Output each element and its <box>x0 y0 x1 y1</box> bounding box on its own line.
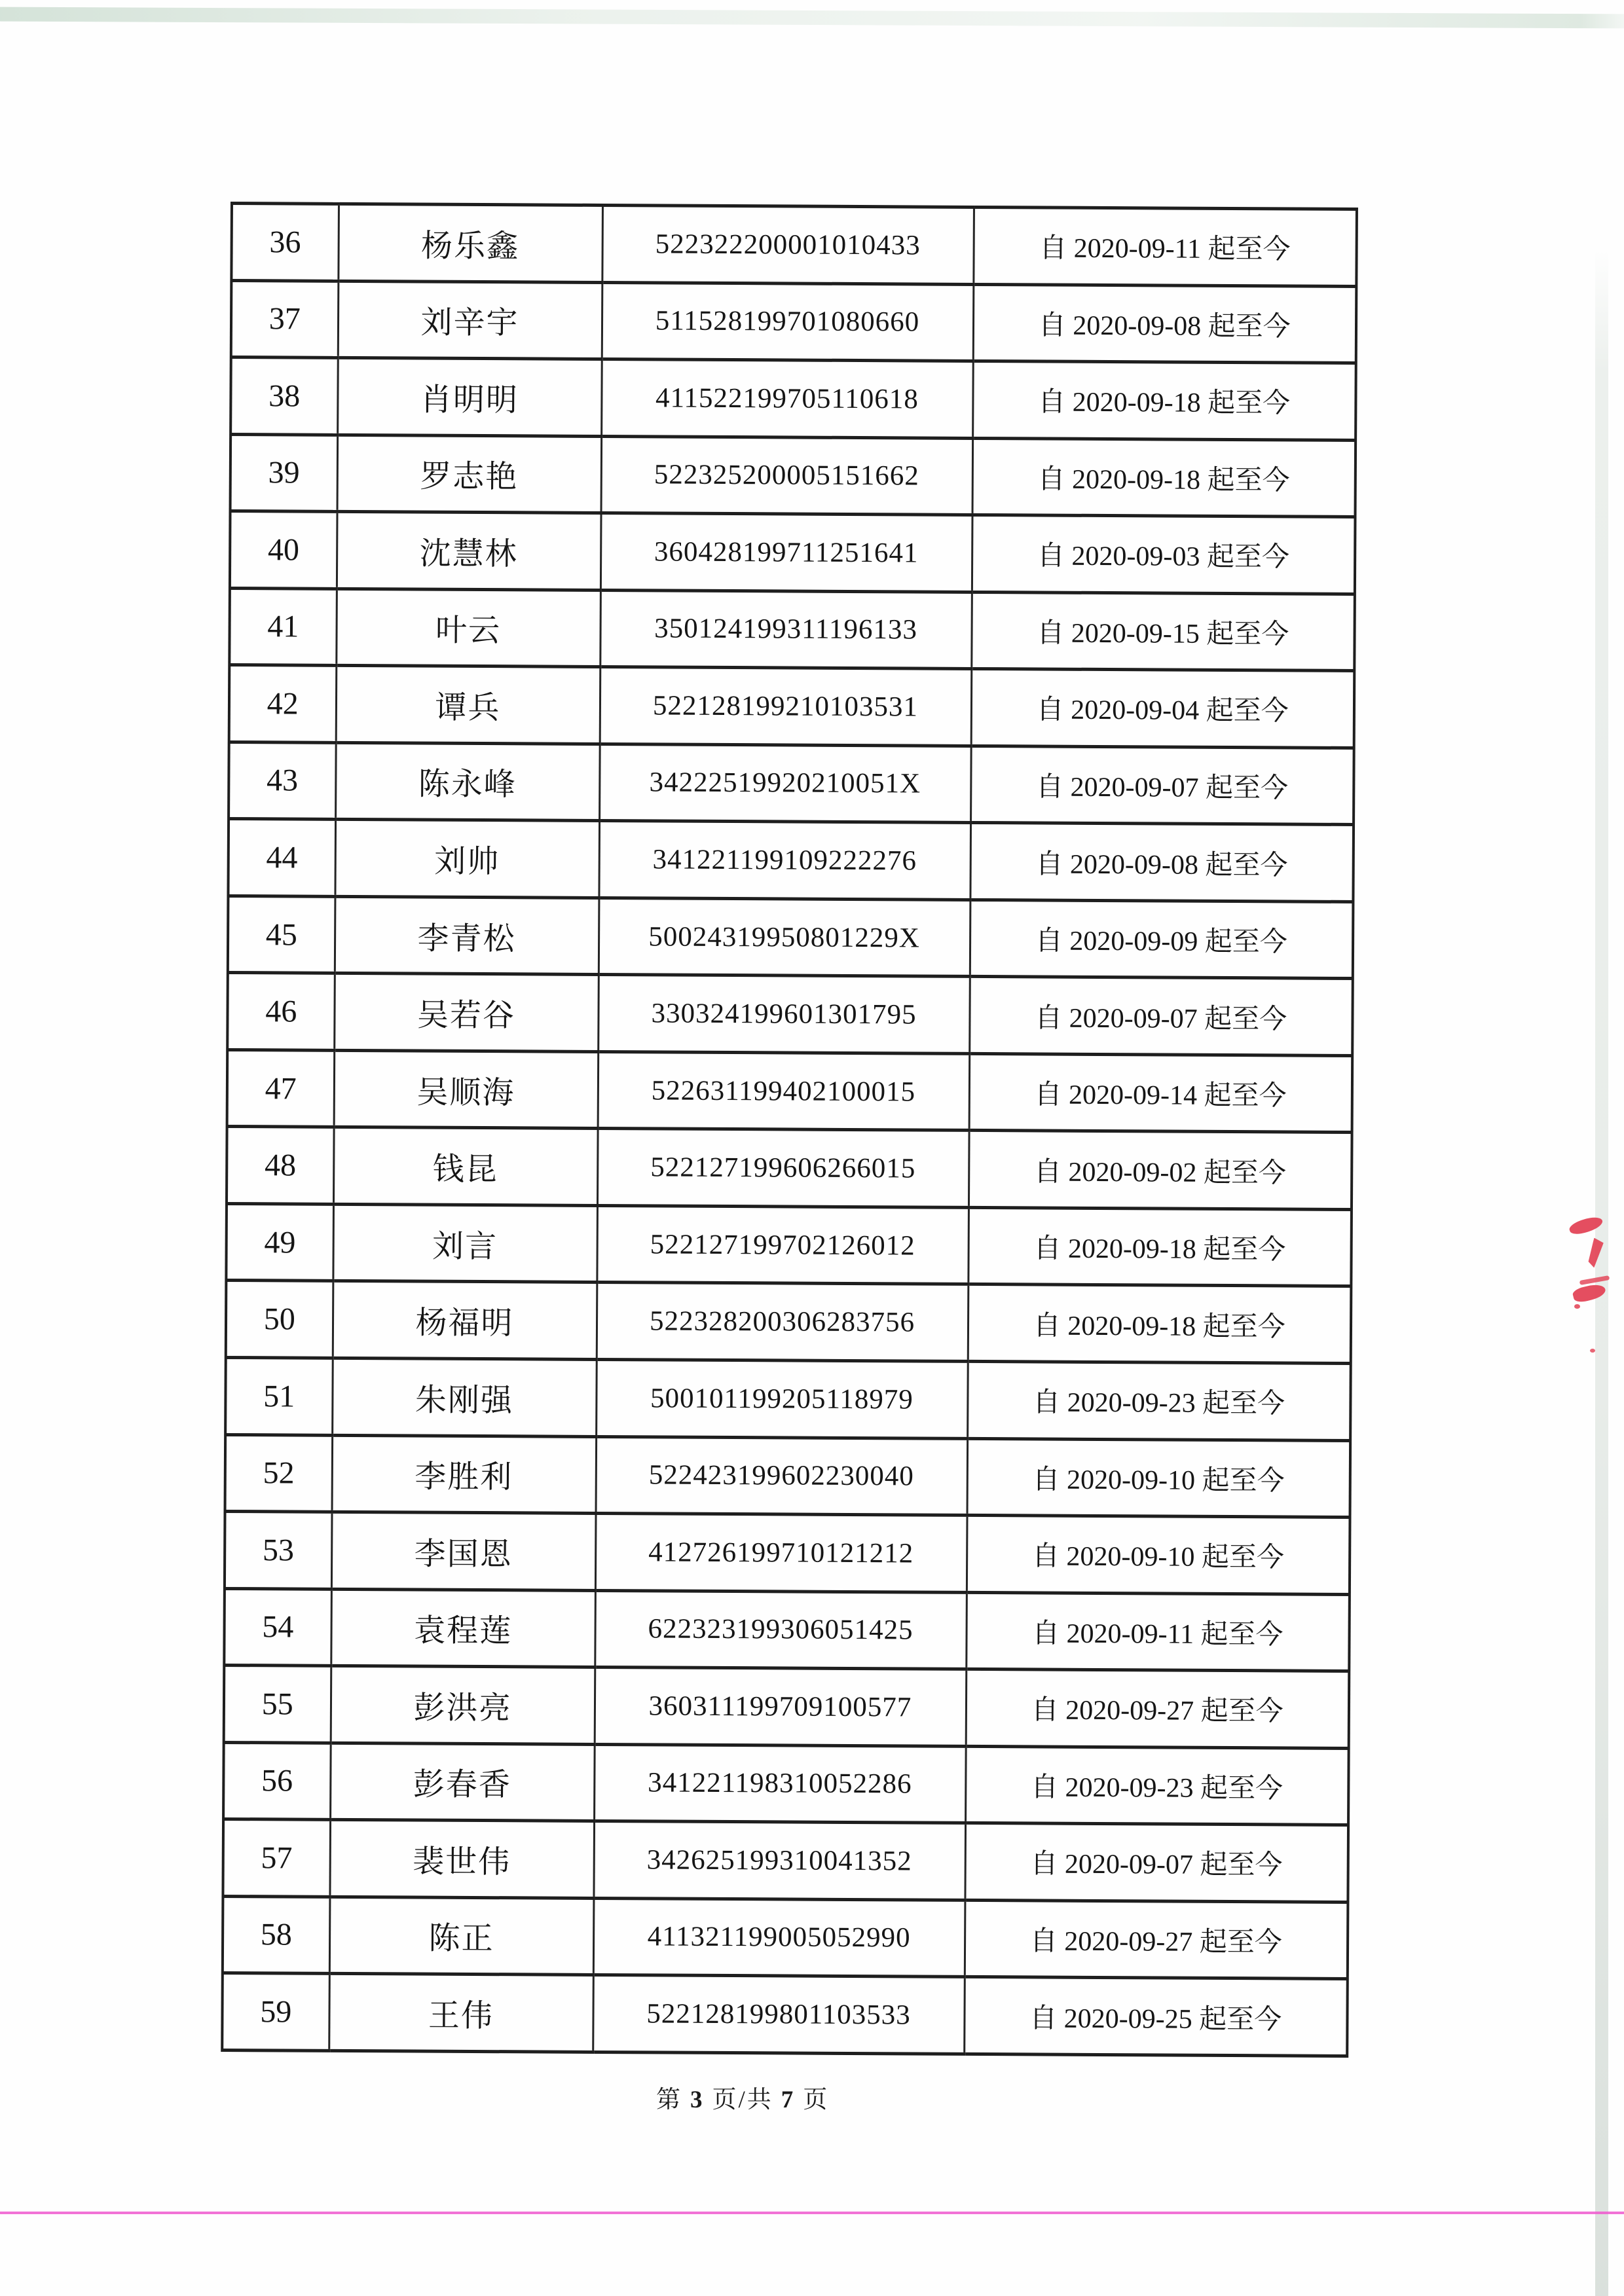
period-cell: 自 2020-09-18 起至今 <box>968 1285 1352 1364</box>
row-number-cell: 55 <box>224 1666 331 1743</box>
seal-fragment <box>1590 1349 1595 1353</box>
name-cell: 陈永峰 <box>335 742 600 821</box>
row-number-cell: 48 <box>227 1127 334 1204</box>
id-number-cell: 522128199801103533 <box>593 1975 965 2054</box>
id-number-cell: 511528199701080660 <box>602 282 974 361</box>
id-number-cell: 342625199310041352 <box>593 1821 965 1900</box>
period-cell: 自 2020-09-18 起至今 <box>972 438 1356 517</box>
name-cell: 袁程莲 <box>331 1589 595 1667</box>
table-row <box>227 1127 1352 1210</box>
name-cell: 杨乐鑫 <box>338 204 602 282</box>
row-number-cell: 36 <box>231 204 339 281</box>
period-cell: 自 2020-09-25 起至今 <box>964 1977 1348 2056</box>
id-number-cell: 350124199311196133 <box>600 590 972 668</box>
footer-suffix: 页 <box>803 2086 830 2113</box>
footer-page-number: 3 <box>690 2086 705 2113</box>
name-cell: 李国恩 <box>331 1512 596 1590</box>
period-cell: 自 2020-09-02 起至今 <box>969 1131 1352 1210</box>
period-cell: 自 2020-09-07 起至今 <box>965 1823 1348 1903</box>
name-cell: 刘辛宇 <box>338 281 602 359</box>
period-cell: 自 2020-09-27 起至今 <box>966 1669 1350 1749</box>
name-cell: 朱刚强 <box>332 1358 597 1436</box>
id-number-cell: 622323199306051425 <box>595 1590 967 1669</box>
row-number-cell: 57 <box>223 1819 330 1897</box>
table-row <box>224 1588 1350 1671</box>
name-cell: 钱昆 <box>333 1127 598 1206</box>
table-row <box>227 1049 1353 1133</box>
period-cell: 自 2020-09-08 起至今 <box>973 284 1357 363</box>
name-cell: 肖明明 <box>337 357 602 436</box>
period-cell: 自 2020-09-10 起至今 <box>967 1438 1351 1518</box>
page-footer <box>656 2079 829 2115</box>
row-number-cell: 50 <box>226 1281 333 1358</box>
table-row <box>224 1666 1350 1749</box>
row-number-cell: 54 <box>224 1588 331 1666</box>
name-cell: 李胜利 <box>332 1435 597 1514</box>
period-cell: 自 2020-09-08 起至今 <box>970 823 1354 902</box>
row-number-cell: 42 <box>229 665 337 742</box>
table-row <box>230 511 1356 594</box>
row-number-cell: 58 <box>223 1896 330 1973</box>
period-cell: 自 2020-09-23 起至今 <box>965 1746 1349 1825</box>
footer-prefix: 第 <box>656 2086 682 2113</box>
id-number-cell: 522325200005151662 <box>601 436 973 515</box>
table-row <box>229 665 1355 748</box>
id-number-cell: 34222519920210051X <box>599 744 971 822</box>
table-row <box>228 819 1354 902</box>
id-number-cell: 411321199005052990 <box>593 1898 965 1977</box>
table-row <box>231 204 1357 287</box>
scan-streak-top <box>0 7 1624 29</box>
table-row <box>223 1742 1349 1825</box>
id-number-cell: 412726199710121212 <box>595 1513 967 1592</box>
id-number-cell: 522322200001010433 <box>602 205 974 283</box>
row-number-cell: 41 <box>229 588 337 665</box>
table-row <box>228 896 1354 979</box>
id-number-cell: 360311199709100577 <box>595 1667 967 1746</box>
table-row <box>231 434 1356 517</box>
row-number-cell: 49 <box>226 1203 333 1281</box>
row-number-cell: 47 <box>227 1049 335 1127</box>
period-cell: 自 2020-09-10 起至今 <box>967 1515 1350 1594</box>
id-number-cell: 522128199210103531 <box>600 667 972 746</box>
table-row <box>225 1512 1350 1595</box>
table-row <box>222 1973 1348 2056</box>
row-number-cell: 59 <box>222 1973 329 2051</box>
name-cell: 罗志艳 <box>337 435 602 513</box>
table-row <box>223 1896 1348 1979</box>
row-number-cell: 51 <box>225 1357 333 1434</box>
name-cell: 吴若谷 <box>334 974 599 1052</box>
row-number-cell: 44 <box>228 819 335 896</box>
row-number-cell: 37 <box>231 280 339 357</box>
table-row <box>223 1819 1348 1903</box>
period-cell: 自 2020-09-07 起至今 <box>970 746 1354 825</box>
table-row <box>225 1434 1351 1518</box>
id-number-cell: 341221199109222276 <box>599 821 970 900</box>
period-cell: 自 2020-09-18 起至今 <box>972 361 1356 441</box>
name-cell: 叶云 <box>336 589 600 667</box>
table-row <box>227 973 1353 1056</box>
period-cell: 自 2020-09-23 起至今 <box>967 1361 1351 1440</box>
period-cell: 自 2020-09-09 起至今 <box>970 900 1354 979</box>
id-number-cell: 411522199705110618 <box>601 359 973 438</box>
row-number-cell: 43 <box>229 742 336 819</box>
name-cell: 刘言 <box>333 1204 597 1283</box>
row-number-cell: 46 <box>227 973 335 1050</box>
pink-scan-line <box>0 2212 1624 2214</box>
id-number-cell: 522328200306283756 <box>597 1283 969 1361</box>
period-cell: 自 2020-09-07 起至今 <box>969 977 1353 1056</box>
period-cell: 自 2020-09-04 起至今 <box>971 669 1355 748</box>
table-row <box>229 588 1355 671</box>
id-number-cell: 522631199402100015 <box>598 1051 970 1130</box>
table-row <box>226 1203 1352 1286</box>
id-number-cell: 341221198310052286 <box>594 1744 966 1823</box>
footer-total-pages: 7 <box>781 2086 796 2113</box>
row-number-cell: 39 <box>231 434 338 511</box>
id-number-cell: 500101199205118979 <box>596 1359 968 1438</box>
name-cell: 裴世伟 <box>329 1819 594 1898</box>
row-number-cell: 40 <box>230 511 337 589</box>
name-cell: 谭兵 <box>336 666 600 744</box>
row-number-cell: 45 <box>228 896 335 973</box>
table-row <box>225 1357 1351 1440</box>
row-number-cell: 38 <box>231 357 338 435</box>
id-number-cell: 50024319950801229X <box>599 898 970 976</box>
row-number-cell: 56 <box>223 1742 331 1819</box>
period-cell: 自 2020-09-15 起至今 <box>971 592 1355 671</box>
scan-band-right <box>1595 249 1608 2296</box>
row-number-cell: 52 <box>225 1434 333 1512</box>
period-cell: 自 2020-09-03 起至今 <box>972 515 1356 594</box>
roster-table-wrap <box>221 202 1358 2058</box>
name-cell: 彭春香 <box>330 1743 595 1821</box>
name-cell: 杨福明 <box>333 1281 597 1360</box>
seal-fragment <box>1574 1304 1580 1309</box>
period-cell: 自 2020-09-14 起至今 <box>969 1053 1353 1133</box>
id-number-cell: 522423199602230040 <box>596 1436 968 1515</box>
row-number-cell: 53 <box>225 1512 332 1589</box>
name-cell: 王伟 <box>329 1974 593 2052</box>
name-cell: 刘帅 <box>335 820 599 898</box>
roster-table-body <box>222 204 1357 2056</box>
period-cell: 自 2020-09-18 起至今 <box>968 1207 1352 1286</box>
name-cell: 陈正 <box>329 1897 594 1975</box>
period-cell: 自 2020-09-11 起至今 <box>966 1592 1350 1671</box>
name-cell: 李青松 <box>335 896 599 975</box>
period-cell: 自 2020-09-27 起至今 <box>965 1900 1348 1979</box>
name-cell: 吴顺海 <box>334 1050 599 1129</box>
table-row <box>231 280 1357 363</box>
footer-separator: 页/共 <box>712 2086 773 2113</box>
id-number-cell: 360428199711251641 <box>600 513 972 592</box>
name-cell: 彭洪亮 <box>331 1666 595 1744</box>
name-cell: 沈慧林 <box>337 511 601 590</box>
roster-table <box>221 202 1358 2058</box>
id-number-cell: 522127199606266015 <box>597 1129 969 1207</box>
period-cell: 自 2020-09-11 起至今 <box>973 207 1357 286</box>
table-row <box>229 742 1354 825</box>
table-row <box>226 1281 1352 1364</box>
id-number-cell: 522127199702126012 <box>597 1205 969 1284</box>
table-row <box>231 357 1356 441</box>
id-number-cell: 330324199601301795 <box>598 975 970 1053</box>
